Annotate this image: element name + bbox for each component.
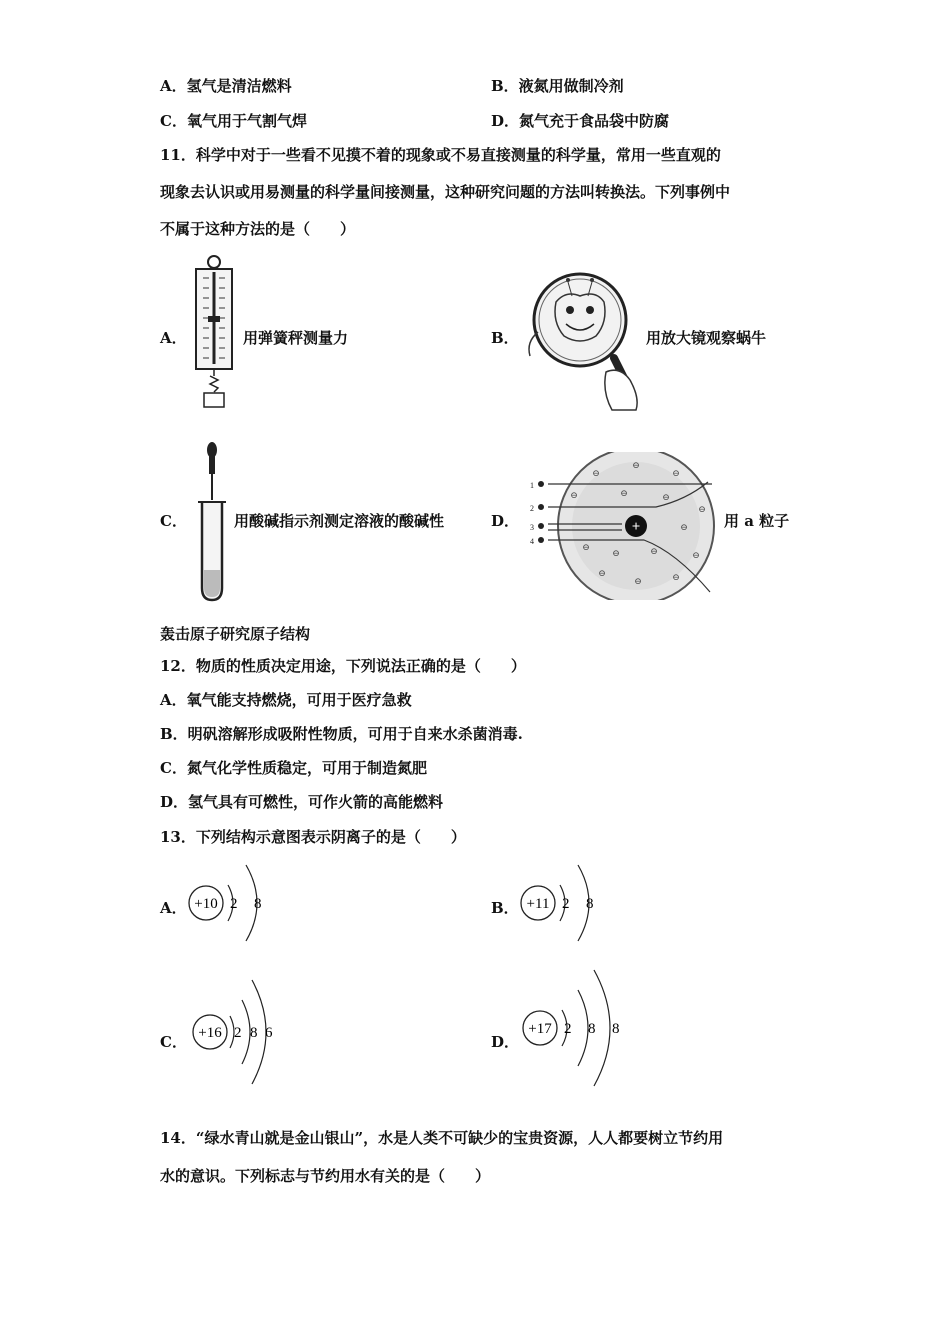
q11-option-d-continued: 轰击原子研究原子结构 [160,625,311,643]
shell-electrons: 2 [562,896,570,912]
electron: ⊖ [612,548,620,558]
atom-label-1: 1 [530,481,534,490]
nucleus-sign: + [631,519,641,535]
q14-stem-line1: 14．“绿水青山就是金山银山”，水是人类不可缺少的宝贵资源，人人都要树立节约用 [160,1129,724,1147]
electron: ⊖ [680,522,688,532]
q10-option-d: D．氮气充于食品袋中防腐 [491,112,670,130]
electron: ⊖ [598,568,606,578]
q13-option-c-letter: C． [160,1033,187,1051]
shell-electrons: 2 [230,896,238,912]
q11-option-a-letter: A． [160,329,187,347]
q10-option-b: B．液氮用做制冷剂 [491,77,624,95]
nucleus-charge: +16 [198,1025,222,1041]
shell-electrons: 8 [588,1021,596,1037]
q13-option-b-letter: B． [491,899,519,917]
q12-option-d: D．氢气具有可燃性，可作火箭的高能燃料 [160,793,444,811]
q13-stem: 13．下列结构示意图表示阴离子的是（ ） [160,828,466,846]
q13-option-d-letter: D． [491,1033,520,1051]
electron: ⊖ [620,488,628,498]
electron: ⊖ [650,546,658,556]
q11-option-d-text: 用 a 粒子 [724,512,790,530]
shell-electrons: 8 [586,896,594,912]
shell-electrons: 8 [250,1025,258,1041]
atom-label-3: 3 [530,523,534,532]
shell-electrons: 6 [265,1025,273,1041]
q11-stem-line2: 现象去认识或用易测量的科学量间接测量，这种研究问题的方法叫转换法。下列事例中 [160,183,731,201]
alpha-scattering-figure [526,452,720,600]
q12-stem: 12．物质的性质决定用途，下列说法正确的是（ ） [160,657,526,675]
shell-electrons: 2 [564,1021,572,1037]
electron: ⊖ [582,542,590,552]
q11-stem-line1: 11．科学中对于一些看不见摸不着的现象或不易直接测量的科学量，常用一些直观的 [160,146,721,164]
q11-option-c-letter: C． [160,512,187,530]
electron: ⊖ [672,572,680,582]
dropper-test-tube-figure [190,440,230,604]
q13-c-structure-diagram [188,972,288,1086]
electron: ⊖ [698,504,706,514]
q11-option-c-text: 用酸碱指示剂测定溶液的酸碱性 [234,512,445,530]
electron: ⊖ [632,460,640,470]
electron: ⊖ [672,468,680,478]
q14-stem-line2: 水的意识。下列标志与节约用水有关的是（ ） [160,1167,491,1185]
atom-label-2: 2 [530,504,534,513]
magnifier-snail-figure [516,262,646,412]
q12-option-b: B．明矾溶解形成吸附性物质，可用于自来水杀菌消毒. [160,725,523,743]
q11-stem-line3: 不属于这种方法的是（ ） [160,220,356,238]
q13-d-structure-diagram [518,966,630,1088]
q12-option-a: A．氧气能支持燃烧，可用于医疗急救 [160,691,412,709]
nucleus-charge: +11 [526,896,550,912]
q10-option-c: C．氧气用于气割气焊 [160,112,307,130]
shell-electrons: 2 [234,1025,242,1041]
electron: ⊖ [692,550,700,560]
q13-b-structure-diagram [518,860,608,946]
shell-electrons: 8 [254,896,262,912]
atom-label-4: 4 [530,537,534,546]
shell-electrons: 8 [612,1021,620,1037]
spring-scale-figure [188,252,240,412]
q11-option-b-letter: B． [491,329,519,347]
nucleus-charge: +17 [528,1021,552,1037]
nucleus-charge: +10 [194,896,218,912]
electron: ⊖ [634,576,642,586]
q10-option-a: A．氢气是清洁燃料 [160,77,292,95]
q11-option-d-letter: D． [491,512,520,530]
q13-a-structure-diagram [186,860,276,946]
q11-option-a-text: 用弹簧秤测量力 [243,329,349,347]
electron: ⊖ [662,492,670,502]
electron: ⊖ [570,490,578,500]
q13-option-a-letter: A． [160,899,187,917]
q12-option-c: C．氮气化学性质稳定，可用于制造氮肥 [160,759,427,777]
q11-option-b-text: 用放大镜观察蜗牛 [646,329,767,347]
electron: ⊖ [592,468,600,478]
